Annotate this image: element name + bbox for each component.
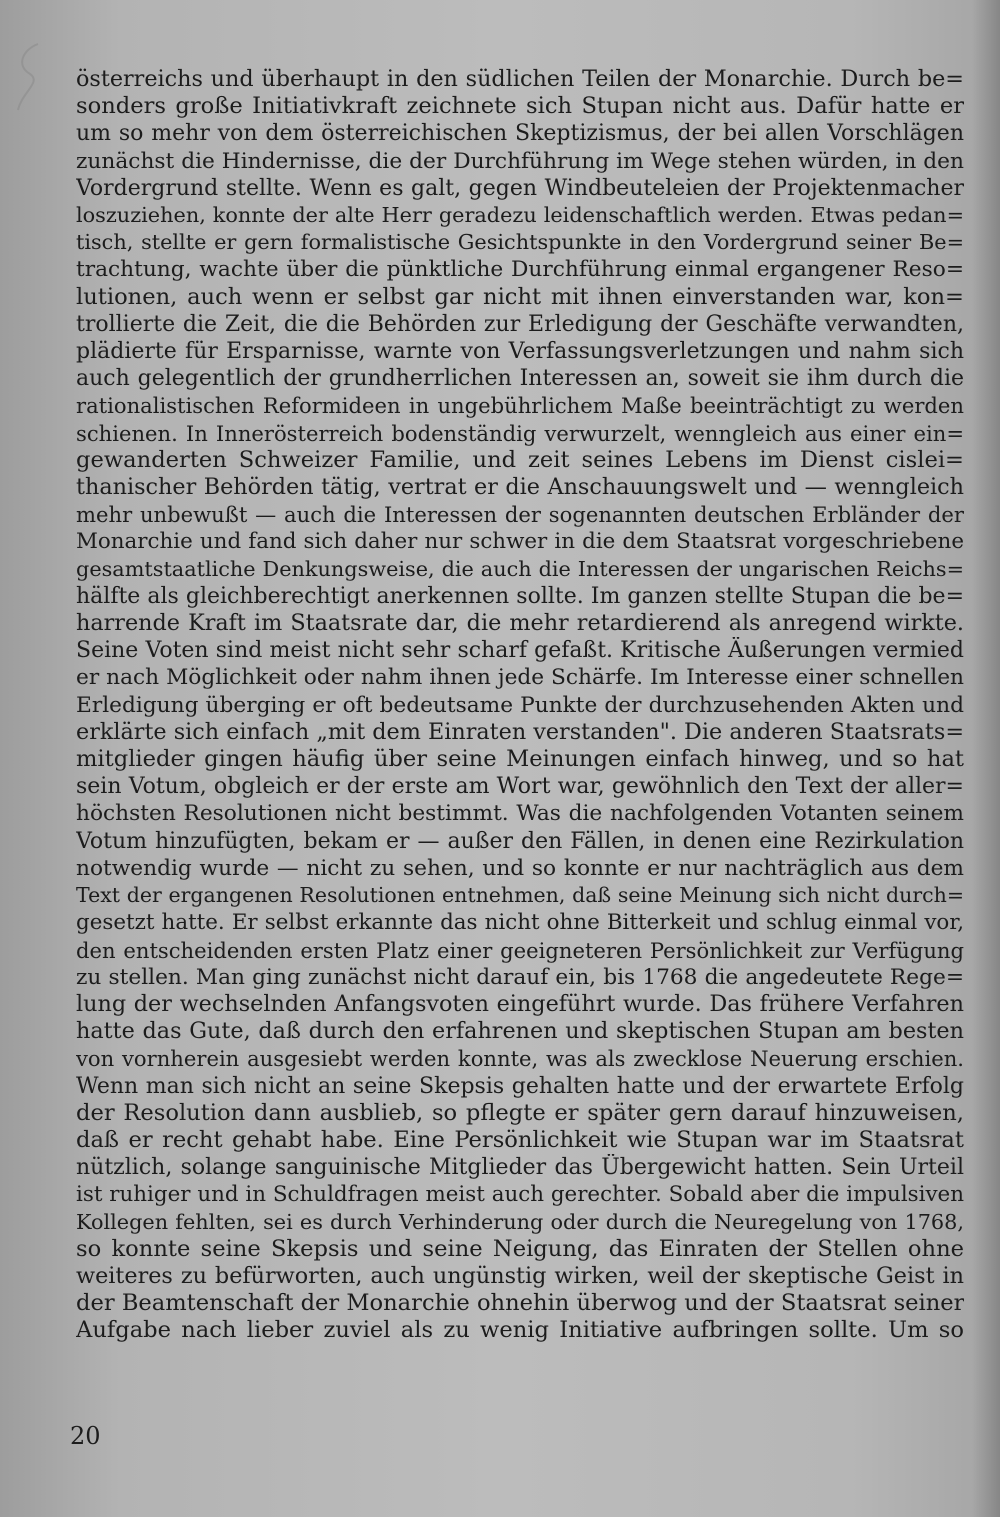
- text-line: Wenn man sich nicht an seine Skepsis gehalten hatte und der erwartete Erfolg: [76, 1073, 964, 1099]
- text-line: Monarchie und fand sich daher nur schwer in die dem Staatsrat vorgeschriebene: [76, 529, 964, 555]
- text-line: trollierte die Zeit, die die Behörden zur Erledigung der Geschäfte verwandten,: [76, 311, 964, 337]
- text-line: Erledigung überging er oft bedeutsame Punkte der durchzusehenden Akten und: [76, 692, 964, 718]
- text-line: den entscheidenden ersten Platz einer geeigneteren Persönlichkeit zur Verfügung: [76, 937, 964, 963]
- text-line: sein Votum, obgleich er der erste am Wort war, gewöhnlich den Text der aller=: [76, 774, 964, 800]
- text-line: hälfte als gleichberechtigt anerkennen sollte. Im ganzen stellte Stupan die be=: [76, 583, 964, 609]
- body-text: [76, 66, 964, 1345]
- text-line: erklärte sich einfach „mit dem Einraten verstanden". Die anderen Staatsrats=: [76, 718, 964, 745]
- text-line: mitglieder gingen häufig über seine Meinungen einfach hinweg, und so hat: [76, 746, 964, 773]
- text-line: Votum hinzufügten, bekam er — außer den Fällen, in denen eine Rezirkulation: [76, 828, 964, 854]
- text-line: notwendig wurde — nicht zu sehen, und so konnte er nur nachträglich aus dem: [76, 855, 964, 881]
- page-edge-shadow: [972, 0, 1000, 1517]
- text-line: rationalistischen Reformideen in ungebührlichem Maße beeinträchtigt zu werden: [76, 393, 964, 419]
- text-line: plädierte für Ersparnisse, warnte von Verfassungsverletzungen und nahm sich: [76, 339, 964, 365]
- text-line: gesamtstaatliche Denkungsweise, die auch die Interessen der ungarischen Reichs=: [76, 556, 964, 581]
- text-line: er nach Möglichkeit oder nahm ihnen jede Schärfe. Im Interesse einer schnellen: [76, 665, 964, 691]
- text-line: weiteres zu befürworten, auch ungünstig wirken, weil der skeptische Geist in: [76, 1262, 964, 1289]
- text-line: hatte das Gute, daß durch den erfahrenen und skeptischen Stupan am besten: [76, 1018, 964, 1045]
- text-line: ist ruhiger und in Schuldfragen meist auch gerechter. Sobald aber die impulsiven: [76, 1182, 964, 1208]
- text-line: mehr unbewußt — auch die Interessen der sogenannten deutschen Erbländer der: [76, 502, 964, 528]
- text-line: auch gelegentlich der grundherrlichen Interessen an, soweit sie ihm durch die: [76, 366, 964, 392]
- text-line: tisch, stellte er gern formalistische Gesichtspunkte in den Vordergrund seiner Be=: [76, 230, 964, 255]
- text-line: gewanderten Schweizer Familie, und zeit seines Lebens im Dienst cislei=: [76, 446, 964, 473]
- text-line: lutionen, auch wenn er selbst gar nicht mit ihnen einverstanden war, kon=: [76, 283, 964, 310]
- text-line: von vornherein ausgesiebt werden konnte, was als zwecklose Neuerung erschien.: [76, 1046, 964, 1072]
- text-line: der Beamtenschaft der Monarchie ohnehin überwog und der Staatsrat seiner: [76, 1290, 964, 1317]
- text-line: sonders große Initiativkraft zeichnete sich Stupan nicht aus. Dafür hatte er: [76, 93, 964, 120]
- text-line: nützlich, solange sanguinische Mitglieder das Übergewicht hatten. Sein Urteil: [76, 1155, 964, 1181]
- pencil-margin-mark: [8, 40, 48, 120]
- text-line: zunächst die Hindernisse, die der Durchführung im Wege stehen würden, in den: [76, 148, 964, 174]
- text-line: daß er recht gehabt habe. Eine Persönlichkeit wie Stupan war im Staatsrat: [76, 1126, 964, 1153]
- text-line: thanischer Behörden tätig, vertrat er die Anschauungswelt und — wenngleich: [76, 474, 964, 501]
- text-line: schienen. In Innerösterreich bodenständig verwurzelt, wenngleich aus einer ein=: [76, 420, 964, 446]
- text-line: so konnte seine Skepsis und seine Neigung, das Einraten der Stellen ohne: [76, 1235, 964, 1262]
- text-line: um so mehr von dem österreichischen Skeptizismus, der bei allen Vorschlägen: [76, 121, 964, 147]
- text-line: der Resolution dann ausblieb, so pflegte er später gern darauf hinzuweisen,: [76, 1099, 964, 1126]
- text-line: gesetzt hatte. Er selbst erkannte das nicht ohne Bitterkeit und schlug einmal vor,: [76, 910, 964, 936]
- text-line: höchsten Resolutionen nicht bestimmt. Was die nachfolgenden Votanten seinem: [76, 801, 964, 827]
- text-line: trachtung, wachte über die pünktliche Durchführung einmal ergangener Reso=: [76, 257, 964, 283]
- page-number: 20: [70, 1422, 101, 1450]
- text-line: zu stellen. Man ging zunächst nicht darauf ein, bis 1768 die angedeutete Rege=: [76, 964, 964, 990]
- text-line: Vordergrund stellte. Wenn es galt, gegen Windbeuteleien der Projektenmacher: [76, 175, 964, 201]
- text-line: Text der ergangenen Resolutionen entnehmen, daß seine Meinung sich nicht durch=: [76, 883, 964, 908]
- text-line: österreichs und überhaupt in den südlichen Teilen der Monarchie. Durch be=: [76, 66, 964, 92]
- text-line: Seine Voten sind meist nicht sehr scharf gefaßt. Kritische Äußerungen vermied: [76, 638, 964, 664]
- text-line: loszuziehen, konnte der alte Herr geradezu leidenschaftlich werden. Etwas pedan=: [76, 203, 964, 228]
- text-line: Aufgabe nach lieber zuviel als zu wenig Initiative aufbringen sollte. Um so: [76, 1317, 964, 1344]
- text-line: Kollegen fehlten, sei es durch Verhinderung oder durch die Neuregelung von 1768,: [76, 1209, 964, 1234]
- text-line: harrende Kraft im Staatsrate dar, die mehr retardierend als anregend wirkte.: [76, 610, 964, 637]
- text-line: lung der wechselnden Anfangsvoten eingeführt wurde. Das frühere Verfahren: [76, 990, 964, 1017]
